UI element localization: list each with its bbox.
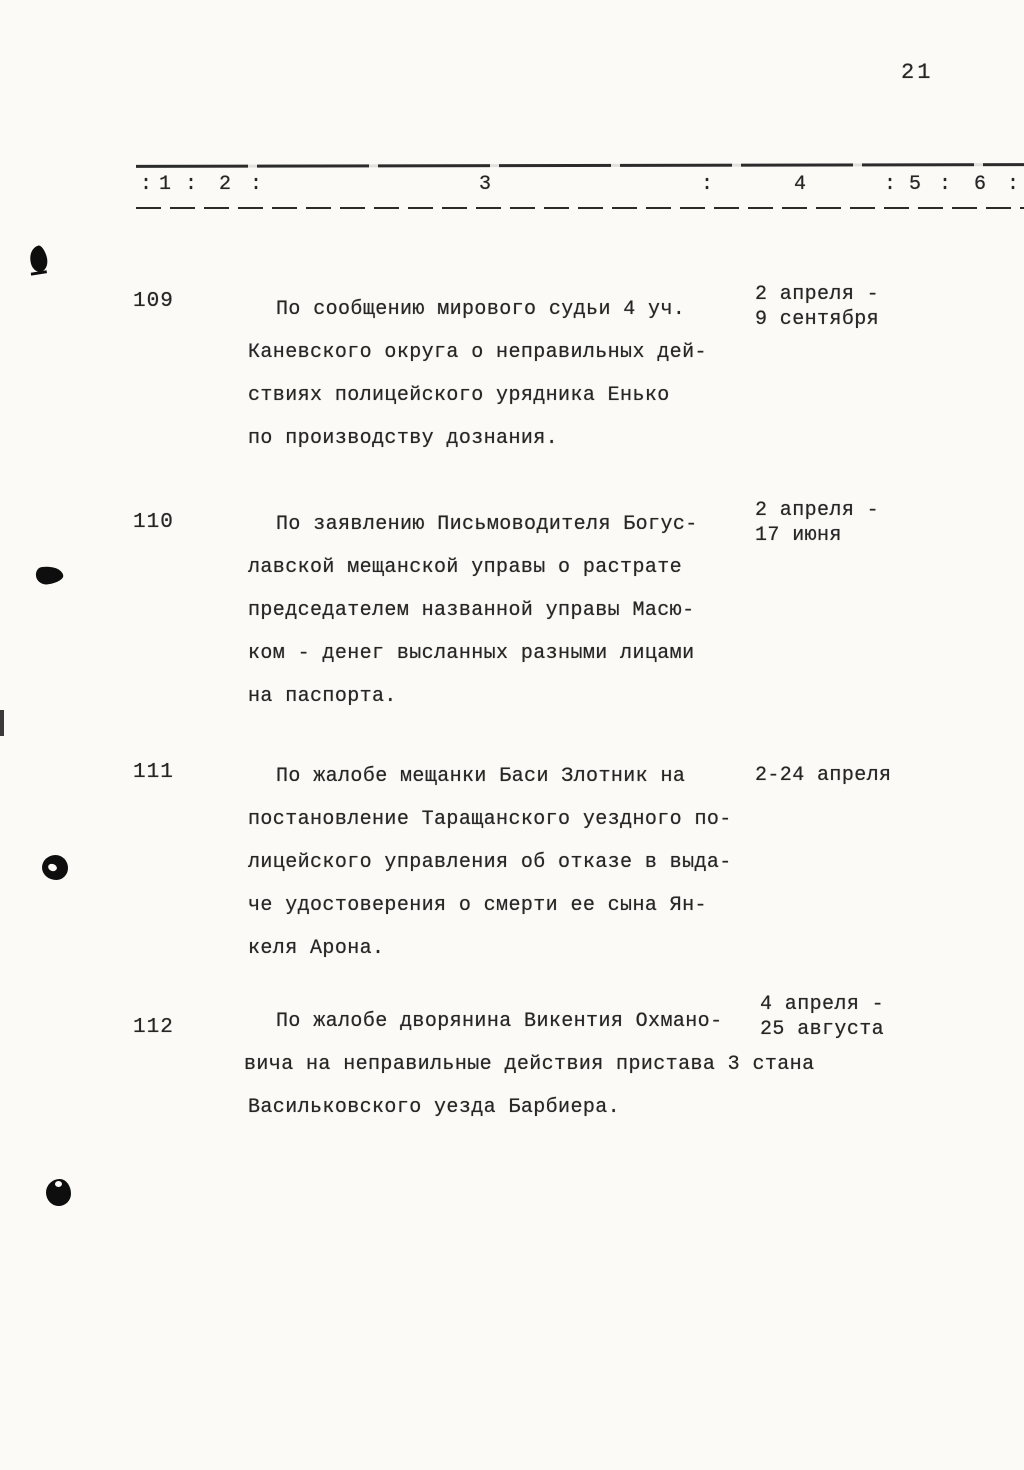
header-rule-bottom <box>136 207 1024 209</box>
entry-text-line: По жалобе дворянина Викентия Охмано- <box>276 1010 723 1033</box>
header-col-5: 5 <box>909 173 922 196</box>
entry-text-line: Васильковского уезда Барбиера. <box>248 1096 621 1119</box>
scan-artifact <box>0 710 4 736</box>
header-separator: : <box>884 173 897 196</box>
entry-number: 109 <box>133 290 174 313</box>
header-col-6: 6 <box>974 173 987 196</box>
header-separator: : <box>140 173 153 196</box>
entry-dates <box>755 763 891 788</box>
entry-text-line: че удостоверения о смерти ее сына Ян- <box>248 894 707 917</box>
entry-date-line: 25 августа <box>760 1018 885 1041</box>
entry-text-line: председателем названной управы Масю- <box>248 599 695 622</box>
entry-text-line: лавской мещанской управы о растрате <box>248 556 683 579</box>
entry-text-line: вича на неправильные действия пристава 3 стана <box>244 1053 815 1076</box>
header-col-4: 4 <box>794 173 807 196</box>
entry-dates <box>755 282 879 332</box>
ink-blot <box>42 855 68 880</box>
entry-date-line: 2 апреля - <box>755 499 880 522</box>
entry-text <box>248 755 732 970</box>
entry-date-line: 2 апреля - <box>755 283 880 306</box>
entry-date-line: 2-24 апреля <box>755 764 892 787</box>
entry-dates <box>760 992 884 1042</box>
entry-text-line: постановление Таращанского уездного по- <box>248 808 732 831</box>
entry-text-line: ком - денег высланных разными лицами <box>248 642 695 665</box>
entry-dates <box>755 498 879 548</box>
entry-number: 112 <box>133 1016 174 1039</box>
entry-date-line: 17 июня <box>755 524 842 547</box>
entry-text-line: по производству дознания. <box>248 427 559 450</box>
header-col-1: 1 <box>159 173 172 196</box>
entry-text <box>248 288 707 460</box>
entry-date-line: 4 апреля - <box>760 993 885 1016</box>
page-number: 21 <box>901 60 934 85</box>
entry-text-line: Каневского округа о неправильных дей- <box>248 341 707 364</box>
entry-text-line: По жалобе мещанки Баси Злотник на <box>276 765 686 788</box>
header-separator: : <box>1007 173 1020 196</box>
header-separator: : <box>939 173 952 196</box>
entry-text <box>248 503 698 718</box>
header-separator: : <box>250 173 263 196</box>
header-rule-top <box>136 163 1024 168</box>
table-header <box>0 162 1024 212</box>
entry-number: 110 <box>133 511 174 534</box>
entry-text-line: По сообщению мирового судьи 4 уч. <box>276 298 686 321</box>
header-separator: : <box>185 173 198 196</box>
entry-date-line: 9 сентября <box>755 308 880 331</box>
entry-text-line: на паспорта. <box>248 685 397 708</box>
entry-text-line: ствиях полицейского урядника Енько <box>248 384 670 407</box>
entry-text-line: келя Арона. <box>248 937 385 960</box>
ink-blot <box>46 1179 71 1206</box>
header-col-3: 3 <box>479 173 492 196</box>
entry-text-line: По заявлению Письмоводителя Богус- <box>276 513 698 536</box>
header-separator: : <box>701 173 714 196</box>
ink-blot <box>35 564 64 586</box>
entry-number: 111 <box>133 761 174 784</box>
entry-text-line: лицейского управления об отказе в выда- <box>248 851 732 874</box>
entry-text <box>244 1000 815 1129</box>
ink-blot <box>27 244 51 274</box>
header-col-2: 2 <box>219 173 232 196</box>
